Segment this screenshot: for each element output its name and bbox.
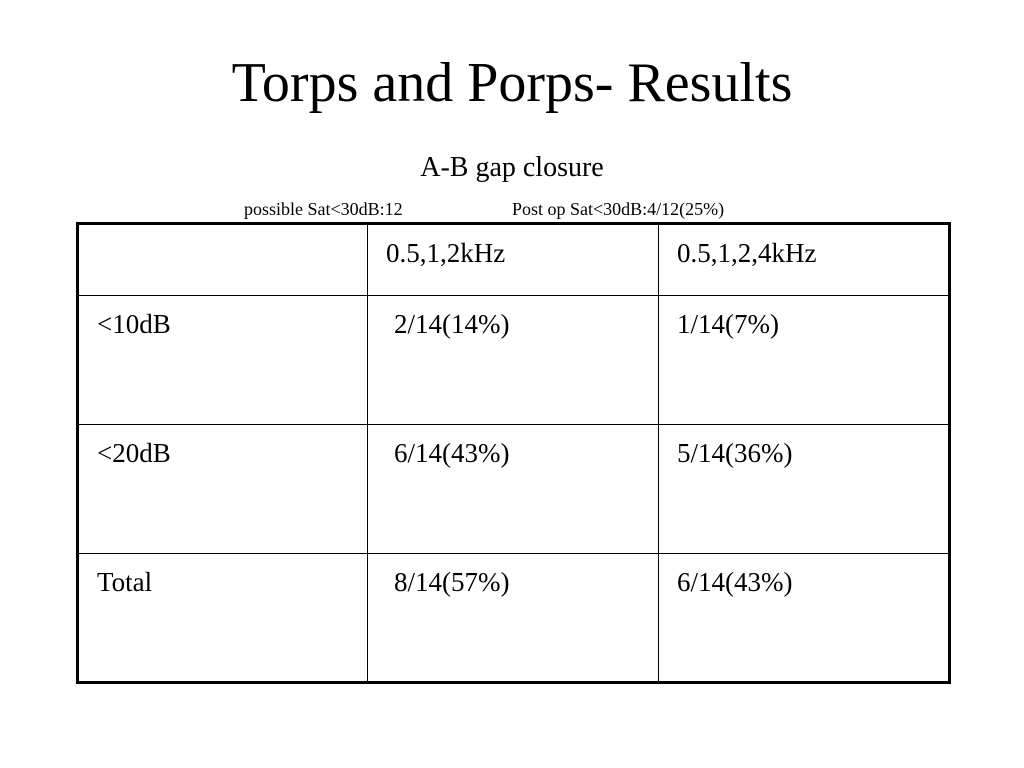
table-row	[78, 554, 950, 683]
table-header-cell: 0.5,1,2,4kHz	[659, 224, 950, 296]
table-cell: 5/14(36%)	[659, 425, 950, 554]
table-header-row	[78, 224, 950, 296]
cell-value: 6/14(43%)	[394, 438, 510, 468]
table-cell	[368, 425, 659, 554]
slide-title: Torps and Porps- Results	[231, 52, 793, 114]
row-label-cell: <20dB	[78, 425, 368, 554]
table-cell: 6/14(43%)	[659, 554, 950, 683]
slide-subtitle: A-B gap closure	[420, 152, 604, 183]
table-cell: 1/14(7%)	[659, 296, 950, 425]
table-cell	[368, 554, 659, 683]
cell-value: 2/14(14%)	[394, 309, 510, 339]
possible-sat-note: possible Sat<30dB:12	[244, 199, 403, 219]
row-label-cell: <10dB	[78, 296, 368, 425]
table-row	[78, 296, 950, 425]
cell-value: 8/14(57%)	[394, 567, 510, 597]
table-cell	[368, 296, 659, 425]
post-op-sat-note: Post op Sat<30dB:4/12(25%)	[512, 199, 725, 219]
results-table	[76, 222, 951, 684]
row-label-cell: Total	[78, 554, 368, 683]
table-header-cell: 0.5,1,2kHz	[368, 224, 659, 296]
table-header-cell	[78, 224, 368, 296]
table-row	[78, 425, 950, 554]
